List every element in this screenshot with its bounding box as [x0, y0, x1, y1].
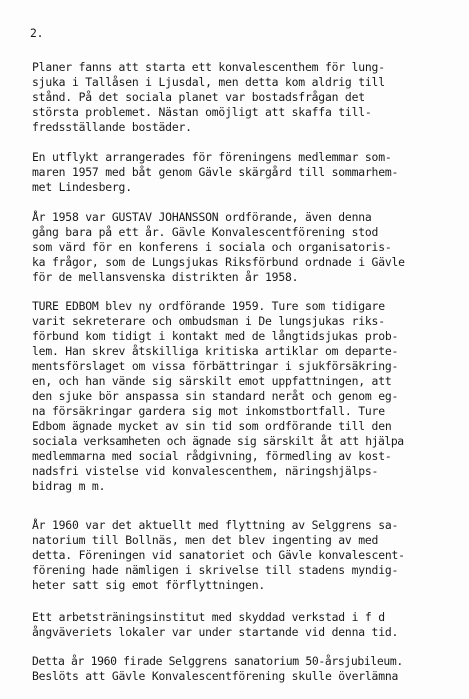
text-line: En utflykt arrangerades för föreningens medlemmar som-	[32, 150, 392, 164]
text-line: för de mellansvenska distrikten år 1958.	[32, 270, 299, 284]
text-line: heter satt sig emot förflyttningen.	[32, 578, 266, 592]
text-line: stånd. På det sociala planet var bostadsfrågan det	[32, 90, 365, 104]
text-line: ångväveriets lokaler var under startande vid denna tid.	[32, 625, 399, 639]
text-line: förening hade nämligen i skrivelse till stadens myndig-	[32, 563, 399, 577]
text-line: mentsförslaget om vissa förbättringar i sjukförsäkring-	[32, 359, 399, 373]
text-line: maren 1957 med båt genom Gävle skärgård till sommarhem-	[32, 165, 399, 179]
text-line: som värd för en konferens i sociala och organisatoris-	[32, 240, 392, 254]
text-line: Detta år 1960 firade Selggrens sanatorium 50-årsjubileum.	[32, 654, 403, 668]
text-line: Planer fanns att starta ett konvalescenthem för lung-	[32, 60, 385, 74]
text-line: sociala verksamheten och ägnade sig särskilt åt att hjälpa	[32, 434, 404, 448]
text-line: varit sekreterare och ombudsman i De lungsjukas riks-	[32, 314, 385, 328]
text-line: na försäkringar gardera sig mot inkomstbortfall. Ture	[32, 404, 385, 418]
text-line: nadsfri vistelse vid konvalescenthem, näringshjälps-	[32, 464, 379, 478]
text-line: År 1958 var GUSTAV JOHANSSON ordförande, även denna	[32, 210, 372, 224]
text-line: en, och han vände sig särskilt emot uppfattningen, att	[32, 374, 392, 388]
text-line: detta. Föreningen vid sanatoriet och Gävle konvalescent-	[32, 548, 405, 562]
text-line: Beslöts att Gävle Konvalescentförening skulle överlämna	[32, 669, 399, 683]
text-line: den sjuke bör anspassa sin standard neråt och genom eg-	[32, 389, 399, 403]
text-line: gång bara på ett år. Gävle Konvalescentförening stod	[32, 225, 379, 239]
text-line: ka frågor, som de Lungsjukas Riksförbund ordnade i Gävle	[32, 255, 405, 269]
text-line: medlemmarna med social rådgivning, förmedling av kost-	[32, 449, 392, 463]
text-line: största problemet. Nästan omöjligt att skaffa till-	[32, 105, 372, 119]
text-line: Ett arbetsträningsinstitut med skyddad verkstad i f d	[32, 610, 385, 624]
text-line: fredsställande bostäder.	[32, 120, 192, 134]
text-line: År 1960 var det aktuellt med flyttning av Selggrens sa-	[32, 518, 399, 532]
text-line: natorium till Bollnäs, men det blev ingenting av med	[32, 533, 379, 547]
text-line: Edbom ägnade mycket av sin tid som ordförande till den	[32, 419, 392, 433]
text-line: met Lindesberg.	[32, 180, 132, 194]
text-line: bidrag m m.	[32, 479, 106, 493]
page-number: 2.	[30, 26, 44, 40]
text-line: lem. Han skrev åtskilliga kritiska artiklar om departe-	[32, 344, 399, 358]
text-line: sjuka i Tallåsen i Ljusdal, men detta kom aldrig till	[32, 75, 385, 89]
text-line: TURE EDBOM blev ny ordförande 1959. Ture som tidigare	[32, 299, 385, 313]
text-line: förbund kom tidigt i kontakt med de långtidsjukas prob-	[32, 329, 399, 343]
